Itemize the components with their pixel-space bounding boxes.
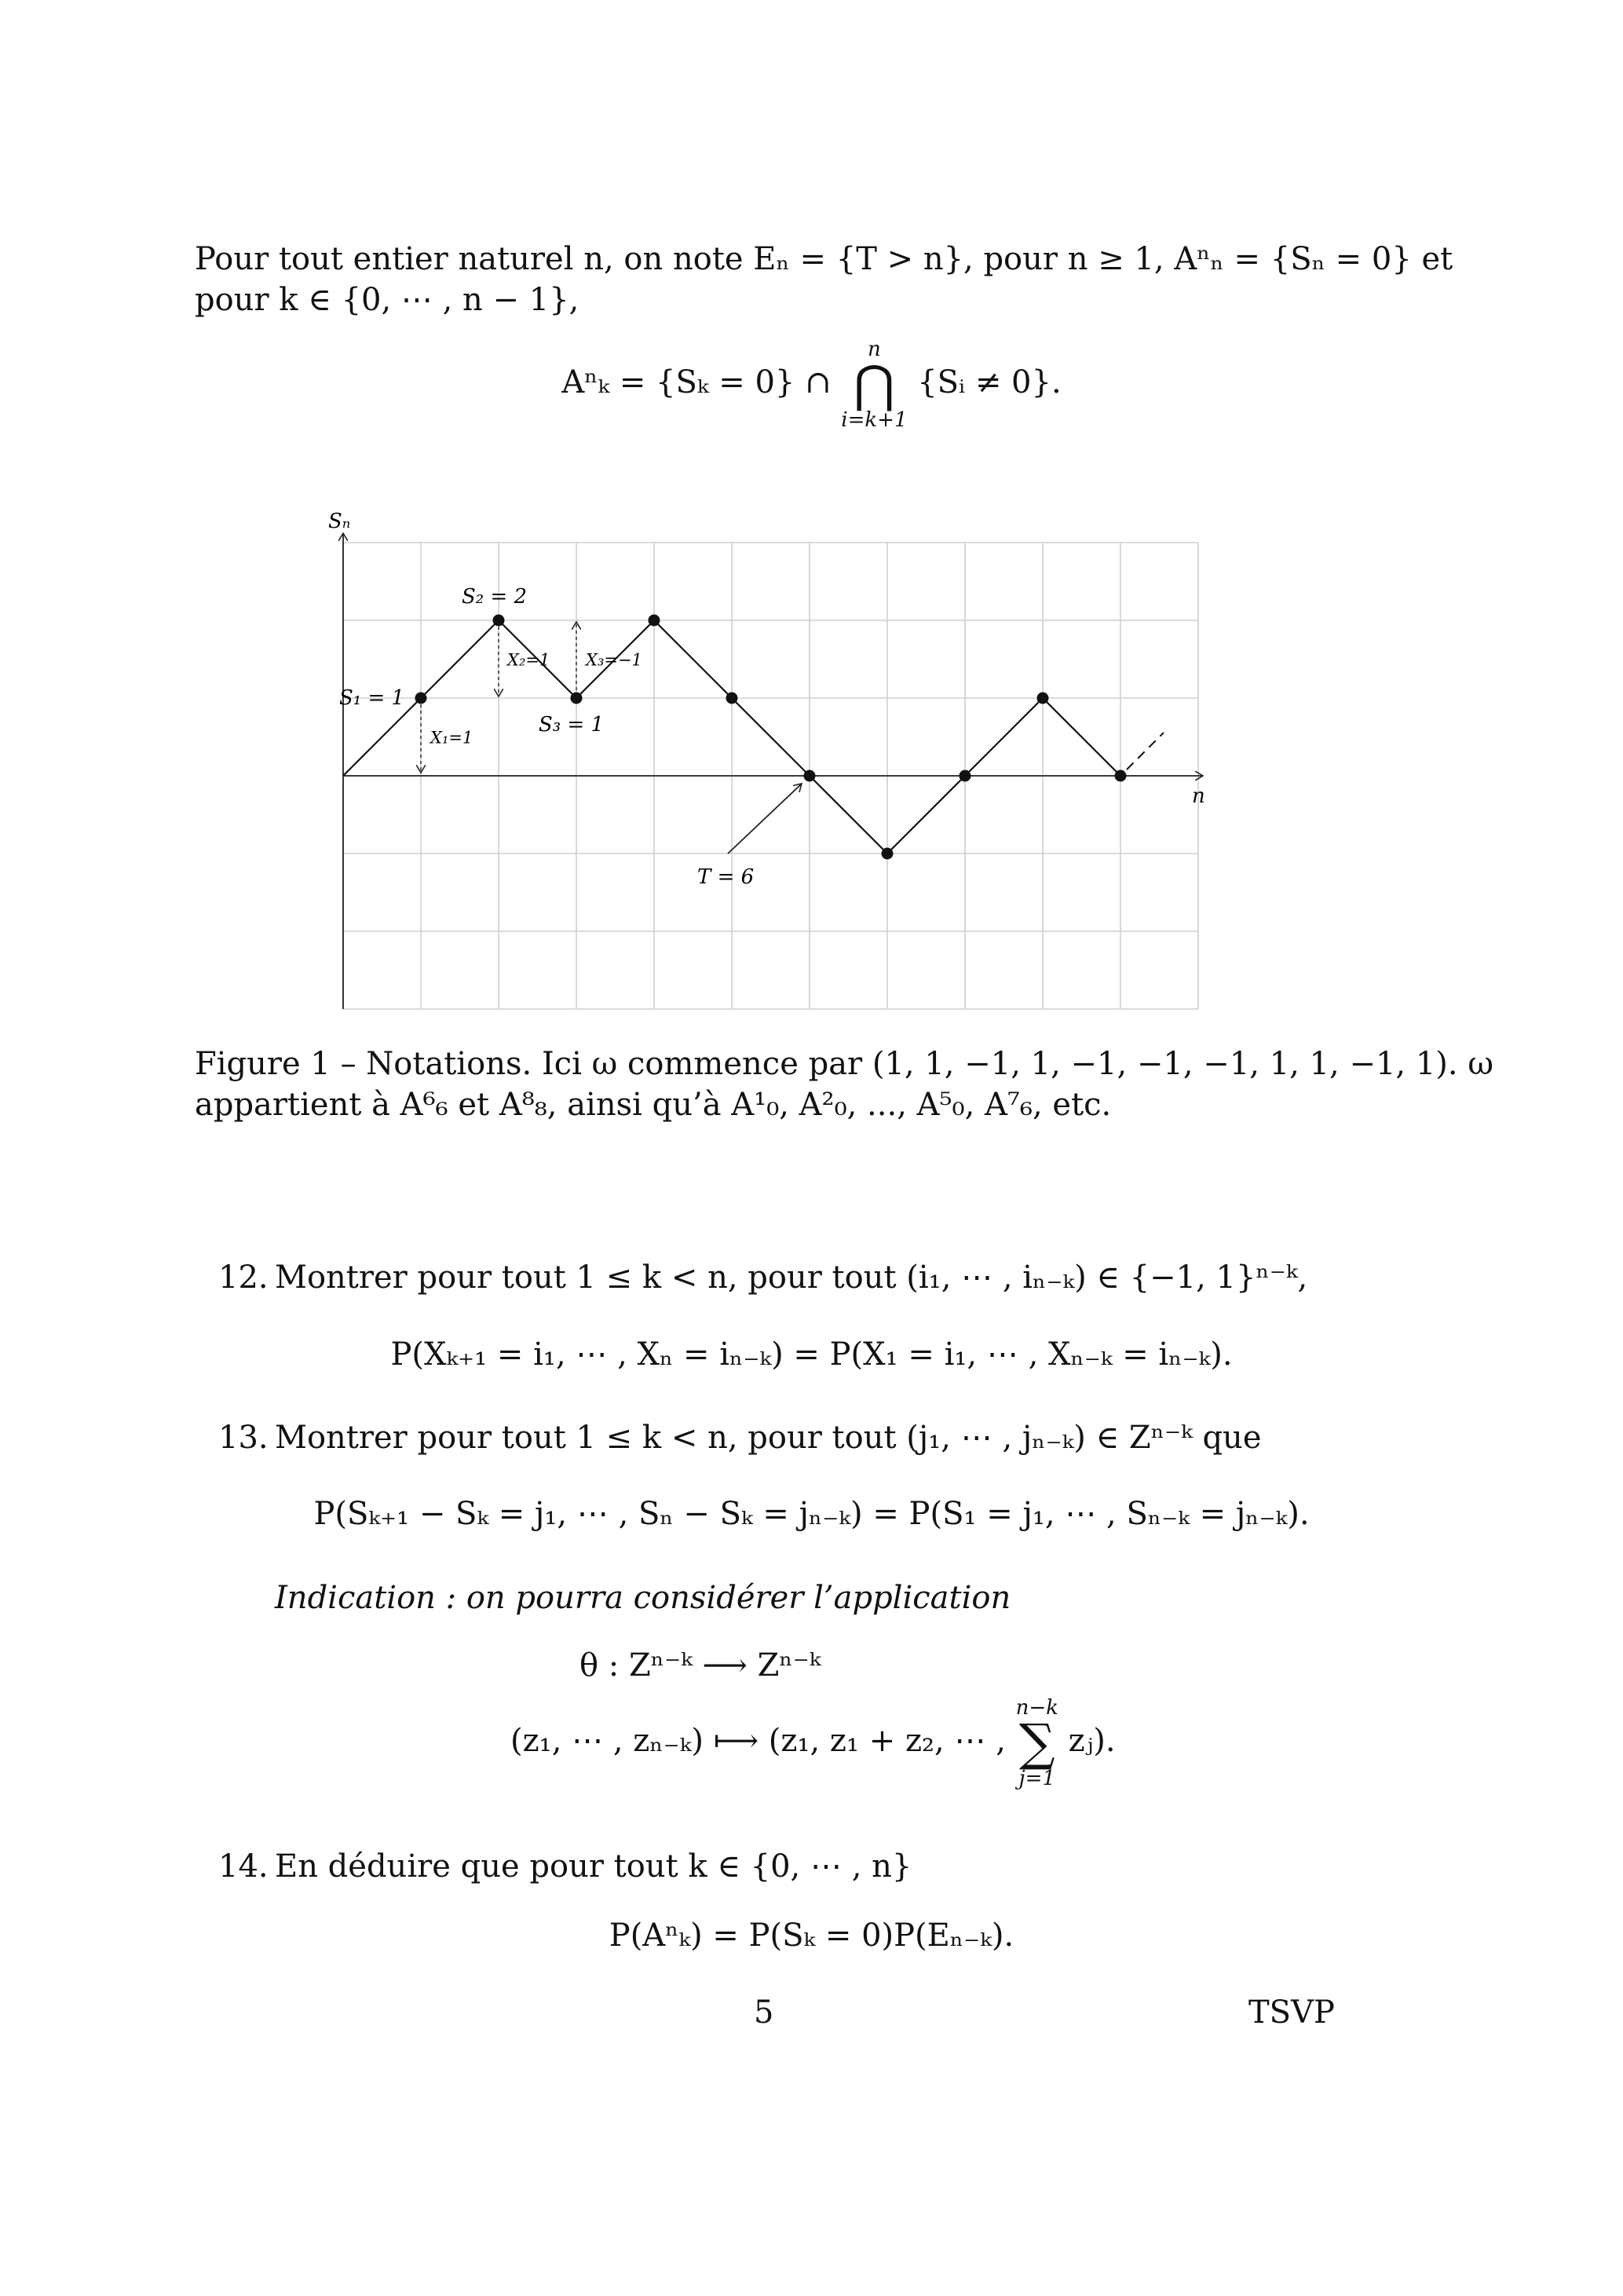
intro-line-1: Pour tout entier naturel n, on note Eₙ = {T > n}, pour n ≥ 1, Aⁿₙ = {Sₙ = 0} et — [195, 241, 1453, 277]
walk-point — [726, 693, 738, 704]
label-s2: S₂ = 2 — [462, 585, 528, 609]
tsvp-label: TSVP — [1248, 1994, 1335, 2031]
sum-lower-limit: j=1 — [1018, 1767, 1055, 1790]
walk-continuation — [1127, 733, 1164, 770]
walk-segment — [1043, 698, 1120, 776]
walk-point — [804, 770, 816, 782]
walk-point — [571, 693, 583, 704]
formula-right: {Sᵢ ≠ 0}. — [917, 364, 1062, 400]
random-walk-figure — [0, 0, 1623, 1099]
walk-segment — [810, 776, 887, 854]
label-x3: X₃=−1 — [586, 650, 642, 670]
big-sum-operator — [1016, 1696, 1058, 1790]
walk-segment — [887, 776, 965, 854]
walk-point — [649, 615, 660, 627]
map-line-2-right: zⱼ). — [1068, 1723, 1116, 1759]
map-definition-line-2 — [510, 1696, 1116, 1790]
walk-segment — [732, 698, 810, 776]
map-line-2-left: (z₁, ⋯ , zₙ₋ₖ) ⟼ (z₁, z₁ + z₂, ⋯ , — [510, 1723, 1006, 1759]
figure-caption-line-2: appartient à A⁶₆ et A⁸₈, ainsi qu’à A¹₀, A²₀, ..., A⁵₀, A⁷₆, etc. — [195, 1087, 1112, 1123]
label-s1: S₁ = 1 — [339, 686, 405, 710]
label-s3: S₃ = 1 — [539, 713, 605, 737]
label-x1: X₁=1 — [430, 728, 473, 748]
walk-segment — [965, 698, 1043, 776]
label-t: T = 6 — [697, 865, 755, 889]
question-12-number: 12. — [218, 1260, 269, 1296]
x-axis-label: n — [1192, 784, 1205, 808]
question-13-number: 13. — [218, 1420, 269, 1456]
question-14-formula: P(Aⁿₖ) = P(Sₖ = 0)P(Eₙ₋ₖ). — [609, 1918, 1014, 1954]
page-number: 5 — [754, 1994, 774, 2031]
question-13-formula: P(Sₖ₊₁ − Sₖ = j₁, ⋯ , Sₙ − Sₖ = jₙ₋ₖ) = P(S₁ = j₁, ⋯ , Sₙ₋ₖ = jₙ₋ₖ). — [313, 1496, 1310, 1532]
walk-segment — [654, 620, 732, 698]
t-arrow — [728, 784, 802, 854]
sum-upper-limit: n−k — [1015, 1696, 1058, 1720]
question-13-text: Montrer pour tout 1 ≤ k < n, pour tout (j₁, ⋯ , jₙ₋ₖ) ∈ Zⁿ⁻ᵏ que — [275, 1420, 1262, 1456]
walk-point — [1115, 770, 1127, 782]
walk-point — [415, 693, 427, 704]
cap-upper-limit: n — [868, 338, 881, 361]
formula-left: Aⁿₖ = {Sₖ = 0} ∩ — [561, 364, 832, 400]
walk-segment — [421, 620, 499, 698]
question-12-text: Montrer pour tout 1 ≤ k < n, pour tout (i₁, ⋯ , iₙ₋ₖ) ∈ {−1, 1}ⁿ⁻ᵏ, — [275, 1260, 1308, 1296]
walk-point — [493, 615, 505, 627]
y-axis-label: Sₙ — [328, 510, 351, 533]
sum-symbol: ∑ — [1018, 1714, 1055, 1772]
cap-lower-limit: i=k+1 — [841, 408, 908, 432]
question-14-number: 14. — [218, 1848, 269, 1885]
map-definition-line-1: θ : Zⁿ⁻ᵏ ⟶ Zⁿ⁻ᵏ — [579, 1647, 821, 1684]
question-12-formula: P(Xₖ₊₁ = i₁, ⋯ , Xₙ = iₙ₋ₖ) = P(X₁ = i₁, ⋯ , Xₙ₋ₖ = iₙ₋ₖ). — [390, 1336, 1233, 1373]
walk-point — [882, 848, 894, 860]
walk-point — [960, 770, 971, 782]
intro-line-2: pour k ∈ {0, ⋯ , n − 1}, — [195, 282, 579, 318]
figure-caption-line-1: Figure 1 – Notations. Ici ω commence par (1, 1, −1, 1, −1, −1, −1, 1, 1, −1, 1). ω — [195, 1046, 1493, 1082]
question-14-text: En déduire que pour tout k ∈ {0, ⋯ , n} — [275, 1848, 912, 1885]
cap-symbol: ⋂ — [854, 356, 895, 414]
question-13-hint: Indication : on pourra considérer l’application — [275, 1580, 1011, 1616]
label-x2: X₂=1 — [507, 650, 550, 670]
walk-point — [1037, 693, 1049, 704]
